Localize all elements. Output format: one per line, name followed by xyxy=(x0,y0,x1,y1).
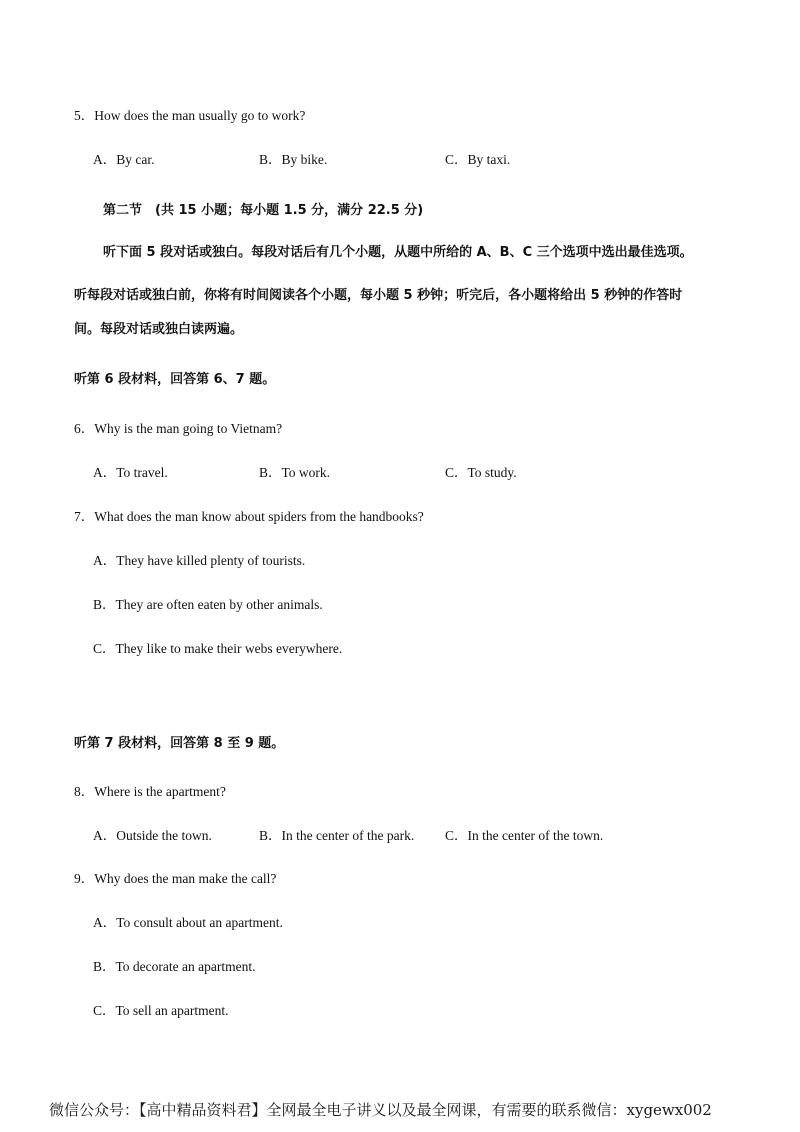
q9-option-a: A．To consult about an apartment. xyxy=(93,915,283,930)
instructions-line-3: 间。每段对话或独白读两遍。 xyxy=(74,322,244,337)
question-9: 9．Why does the man make the call? xyxy=(74,871,277,886)
q7-option-a: A．They have killed plenty of tourists. xyxy=(93,553,306,568)
q8-option-a: A．Outside the town. xyxy=(93,828,212,843)
q5-option-b: B．By bike. xyxy=(259,152,328,167)
group-6-heading: 听第 6 段材料，回答第 6、7 题。 xyxy=(74,372,276,387)
instructions-line-1: 听下面 5 段对话或独白。每段对话后有几个小题，从题中所给的 A、B、C 三个选项中选出最佳选项。 xyxy=(103,245,693,260)
footer-note: 微信公众号：【高中精品资料君】全网最全电子讲义以及最全网课，有需要的联系微信：xygewx002 xyxy=(49,1101,712,1119)
group-7-heading: 听第 7 段材料，回答第 8 至 9 题。 xyxy=(74,736,285,751)
question-6: 6．Why is the man going to Vietnam? xyxy=(74,421,283,436)
q6-option-a: A．To travel. xyxy=(93,465,168,480)
instructions-line-2: 听每段对话或独白前，你将有时间阅读各个小题，每小题 5 秒钟；听完后，各小题将给出 5 秒钟的作答时 xyxy=(74,288,683,303)
q7-option-b: B．They are often eaten by other animals. xyxy=(93,597,323,612)
q6-option-c: C．To study. xyxy=(445,465,517,480)
q6-option-b: B．To work. xyxy=(259,465,331,480)
q9-option-c: C．To sell an apartment. xyxy=(93,1003,229,1018)
question-5: 5．How does the man usually go to work? xyxy=(74,108,306,123)
question-8: 8．Where is the apartment? xyxy=(74,784,226,799)
q5-option-a: A．By car. xyxy=(93,152,155,167)
question-7: 7．What does the man know about spiders from the handbooks? xyxy=(74,509,424,524)
q9-option-b: B．To decorate an apartment. xyxy=(93,959,256,974)
q7-option-c: C．They like to make their webs everywhere. xyxy=(93,641,343,656)
section-2-heading: 第二节 (共 15 小题；每小题 1.5 分，满分 22.5 分) xyxy=(103,203,424,218)
q8-option-b: B．In the center of the park. xyxy=(259,828,415,843)
q8-option-c: C．In the center of the town. xyxy=(445,828,604,843)
q5-option-c: C．By taxi. xyxy=(445,152,511,167)
